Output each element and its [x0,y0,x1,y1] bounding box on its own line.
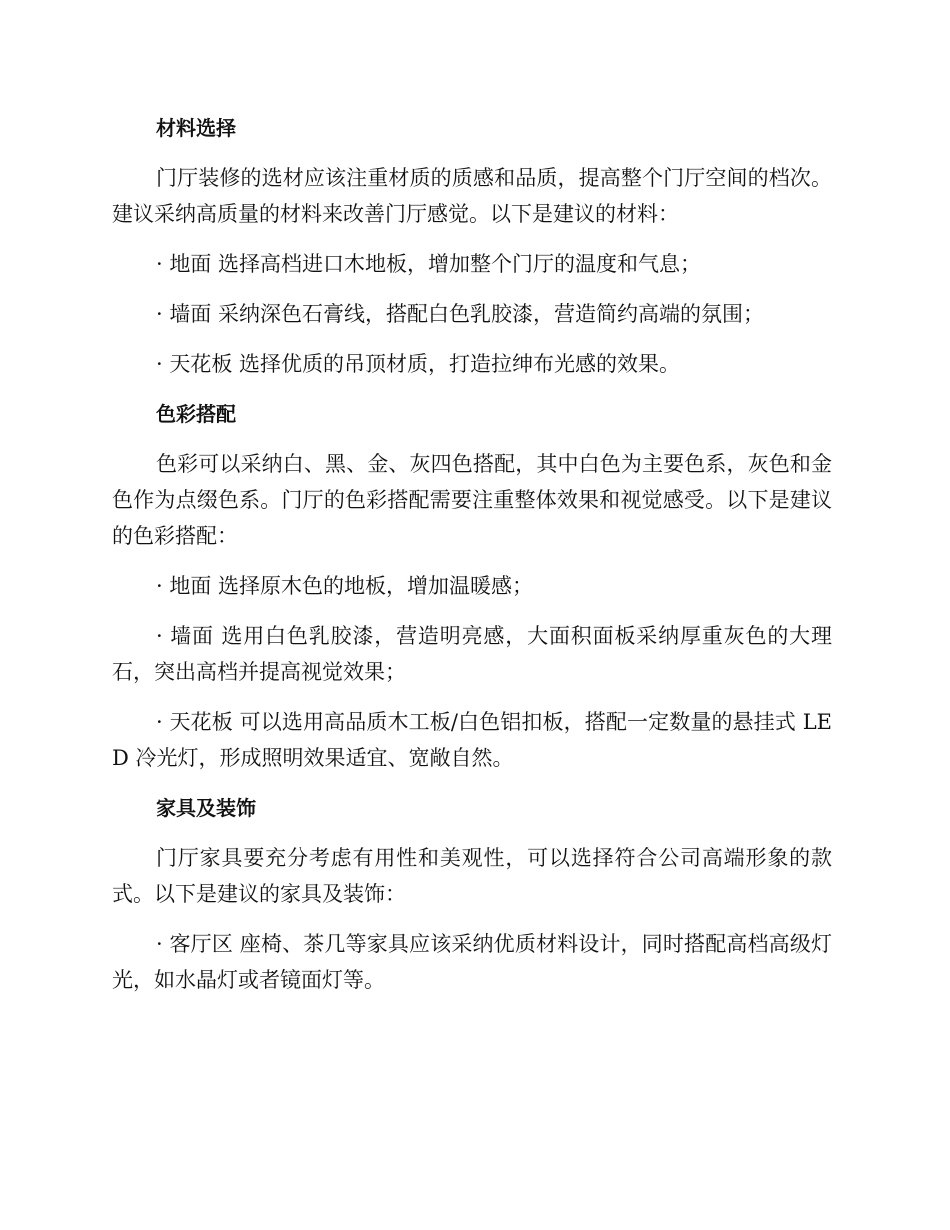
list-item: · 墙面 选用白色乳胶漆，营造明亮感，大面积面板采纳厚重灰色的大理石，突出高档并提高视觉效果； [112,624,832,684]
list-item: · 地面 选择高档进口木地板，增加整个门厅的温度和气息； [156,252,702,276]
section-heading: 家具及装饰 [156,796,256,820]
section-intro: 门厅装修的选材应该注重材质的质感和品质，提高整个门厅空间的档次。建议采纳高质量的材料来改善门厅感觉。以下是建议的材料： [112,166,832,226]
list-item: · 天花板 选择优质的吊顶材质，打造拉绅布光感的效果。 [156,352,681,376]
section-colors [112,396,832,776]
list-item: · 墙面 采纳深色石膏线，搭配白色乳胶漆，营造简约高端的氛围； [156,302,765,326]
section-heading: 色彩搭配 [156,402,236,426]
list-item: · 客厅区 座椅、茶几等家具应该采纳优质材料设计，同时搭配高档高级灯光，如水晶灯或者镜面灯等。 [112,932,832,992]
section-furniture [112,790,832,998]
section-heading: 材料选择 [156,116,236,140]
section-intro: 色彩可以采纳白、黑、金、灰四色搭配，其中白色为主要色系，灰色和金色作为点缀色系。门厅的色彩搭配需要注重整体效果和视觉感受。以下是建议的色彩搭配： [112,452,832,548]
section-materials [112,110,832,382]
list-item: · 天花板 可以选用高品质木工板/白色铝扣板，搭配一定数量的悬挂式 LED 冷光灯，形成照明效果适宜、宽敞自然。 [112,710,832,770]
list-item: · 地面 选择原木色的地板，增加温暖感； [156,574,534,598]
section-intro: 门厅家具要充分考虑有用性和美观性，可以选择符合公司高端形象的款式。以下是建议的家具及装饰： [112,846,832,906]
